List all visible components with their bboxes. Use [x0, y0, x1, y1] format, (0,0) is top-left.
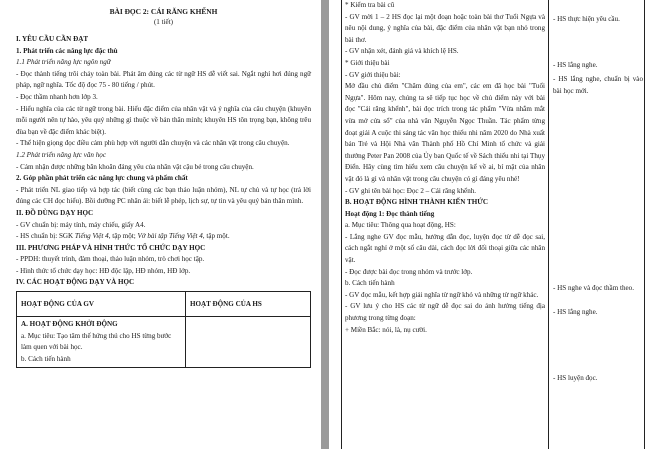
- section-heading: IV. CÁC HOẠT ĐỘNG DẠY VÀ HỌC: [16, 278, 135, 287]
- activity-heading: A. HOẠT ĐỘNG KHỞI ĐỘNG: [21, 320, 118, 329]
- book-title: Vở bài tập Tiếng Việt 4: [137, 232, 203, 241]
- section-heading: II. ĐỒ DÙNG DẠY HỌC: [16, 208, 94, 217]
- sub-subsection-heading: 1.1 Phát triển năng lực ngôn ngữ: [16, 58, 111, 67]
- paragraph: - Thể hiện giọng đọc điều cảm phù hợp với người dẫn chuyện và các nhân vật trong câu chuyện.: [16, 139, 290, 148]
- paragraph: - GV chuẩn bị: máy tính, máy chiếu, giấy A4.: [16, 220, 146, 229]
- text-run: - HS chuẩn bị: SGK: [16, 232, 75, 241]
- activity-subheading: Hoạt động 1: Đọc thành tiếng: [345, 209, 435, 218]
- section-heading: I. YÊU CẦU CẦN ĐẠT: [16, 35, 89, 43]
- student-note: - HS lắng nghe.: [553, 61, 598, 69]
- paragraph: - Lắng nghe GV đọc mẫu, hướng dẫn đọc, luyện đọc từ dễ đọc sai, cách ngắt nghỉ ở một số câu dài, cách đọc lời đối thoại giữa các nhân vật.: [345, 232, 545, 265]
- activities-table: [16, 291, 311, 368]
- paragraph: + Miền Bắc: nói, là, nụ cười.: [345, 325, 427, 334]
- student-note: - HS lắng nghe, chuẩn bị vào bài học mới.: [553, 75, 643, 95]
- paragraph: [16, 231, 311, 243]
- document-page-right: [329, 0, 650, 449]
- lesson-duration: (1 tiết): [153, 18, 174, 26]
- paragraph: b. Cách tiến hành: [345, 279, 395, 288]
- activity-line: a. Mục tiêu: Tạo tâm thế hứng thú cho HS từng bước làm quen với bài học.: [21, 331, 172, 352]
- text-run: , tập một;: [108, 232, 138, 241]
- paragraph: - GV lưu ý cho HS các từ ngữ dễ đọc sai do ảnh hưởng tiếng địa phương trong từng đoạn:: [345, 302, 545, 323]
- text-run: , tập một.: [202, 232, 230, 241]
- paragraph: - GV ghi tên bài học: Đọc 2 – Cái răng khểnh.: [345, 186, 477, 195]
- activity-line: b. Cách tiến hành: [21, 354, 71, 363]
- paragraph: - Đọc được bài đọc trong nhóm và trước lớp.: [345, 267, 473, 276]
- activities-table-continued: [341, 0, 645, 449]
- paragraph: * Kiểm tra bài cũ: [345, 1, 395, 9]
- paragraph: - GV mời 1 – 2 HS đọc lại một đoạn hoặc toàn bài thơ Tuổi Ngựa và nêu nội dung, ý nghĩa của bài, đặc điểm của nhân vật bạn nhỏ trong bài thơ.: [345, 12, 545, 44]
- paragraph: - GV đọc mẫu, kết hợp giải nghĩa từ ngữ khó và những từ ngữ khác.: [345, 290, 539, 299]
- student-note: - HS luyện đọc.: [553, 374, 598, 382]
- paragraph: - Đọc thầm nhanh hơn lớp 3.: [16, 92, 98, 101]
- student-note: - HS nghe và đọc thầm theo.: [553, 284, 634, 292]
- student-note: - HS thực hiện yêu cầu.: [553, 15, 620, 23]
- paragraph: - Đọc thành tiếng trôi chảy toàn bài. Phát âm đúng các từ ngữ HS dễ viết sai. Ngắt nghỉ hơi đúng ngữ pháp, ngữ nghĩa. Tốc độ đọc 75 - 80 tiếng / phút.: [16, 69, 311, 90]
- paragraph: - GV giới thiệu bài:: [345, 70, 401, 79]
- student-note: - HS lắng nghe.: [553, 308, 598, 316]
- document-page-left: [0, 0, 321, 449]
- paragraph: - PPDH: thuyết trình, đàm thoại, thảo luận nhóm, trò chơi học tập.: [16, 255, 205, 264]
- paragraph: * Giới thiệu bài: [345, 58, 390, 67]
- subsection-heading: 2. Góp phần phát triển các năng lực chung và phẩm chất: [16, 174, 188, 183]
- paragraph: - Hình thức tổ chức dạy học: HĐ độc lập, HĐ nhóm, HĐ lớp.: [16, 266, 191, 275]
- paragraph: - Cảm nhận được những băn khoăn đáng yêu của nhân vật cậu bé trong câu chuyện.: [16, 162, 254, 171]
- section-heading: III. PHƯƠNG PHÁP VÀ HÌNH THỨC TỔ CHỨC DẠY HỌC: [16, 243, 206, 252]
- book-title: Tiếng Việt 4: [74, 232, 109, 241]
- teacher-activity-cell: [17, 317, 186, 368]
- paragraph: Mở đầu chủ điểm "Chăm đúng của em", các em đã học bài "Tuổi Ngựa". Hôm nay, chúng ta sẽ tiếp tục học về chủ điểm này với bài đọc "Cái răng khểnh", bài đọc trích trong tác phẩm "Vừa nhắm mắt vừa mở cửa sổ" của nhà văn Nguyễn Ngọc Thuần. Tác phẩm từng đoạt giải A cuộc thi sáng tác văn học thiếu nhi năm 2020 do Nhà xuất bản Trẻ và Hội Nhà văn Thành phố Hồ Chí Minh tổ chức và giải thưởng Peter Pan 2008 của Ủy ban Quốc tế về Sách thiếu nhi tại Thụy Điển. Hãy cùng tìm hiểu xem câu chuyện kể về ai, bí mật của nhân vật đó là gì và nhân vật trong câu chuyện có gì đáng yêu nhé!: [345, 82, 545, 183]
- subsection-heading: 1. Phát triển các năng lực đặc thù: [16, 46, 118, 55]
- activity-heading: B. HOẠT ĐỘNG HÌNH THÀNH KIẾN THỨC: [345, 198, 489, 207]
- teacher-activity-column: [345, 0, 545, 336]
- student-column-header: HOẠT ĐỘNG CỦA HS: [186, 292, 311, 317]
- column-divider: [548, 0, 549, 449]
- lesson-title: BÀI ĐỌC 2: CÁI RĂNG KHỂNH: [109, 7, 218, 16]
- paragraph: - Phát triển NL giao tiếp và hợp tác (biết cùng các bạn thảo luận nhóm), NL tự chủ và tự học (trả lời đúng các CH đọc hiểu). Bồi dưỡng PC nhân ái: biết lễ phép, lịch sự, tự tin và yêu quý bản thân mình.: [16, 185, 311, 206]
- sub-subsection-heading: 1.2 Phát triển năng lực văn học: [16, 150, 106, 159]
- paragraph: a. Mục tiêu: Thông qua hoạt động, HS:: [345, 221, 456, 230]
- paragraph: - GV nhận xét, đánh giá và khích lệ HS.: [345, 47, 459, 56]
- paragraph: - Hiểu nghĩa của các từ ngữ trong bài. Hiểu đặc điểm của nhân vật và ý nghĩa của câu chuyện (khuyên mỗi người nên tự hào, yêu quý những gì thuộc về bản thân mình; khuyên HS tôn trọng bạn, không trêu đùa bạn về đặc điểm khác biệt).: [16, 104, 311, 136]
- student-activity-cell: [186, 317, 311, 368]
- teacher-column-header: HOẠT ĐỘNG CỦA GV: [17, 292, 186, 317]
